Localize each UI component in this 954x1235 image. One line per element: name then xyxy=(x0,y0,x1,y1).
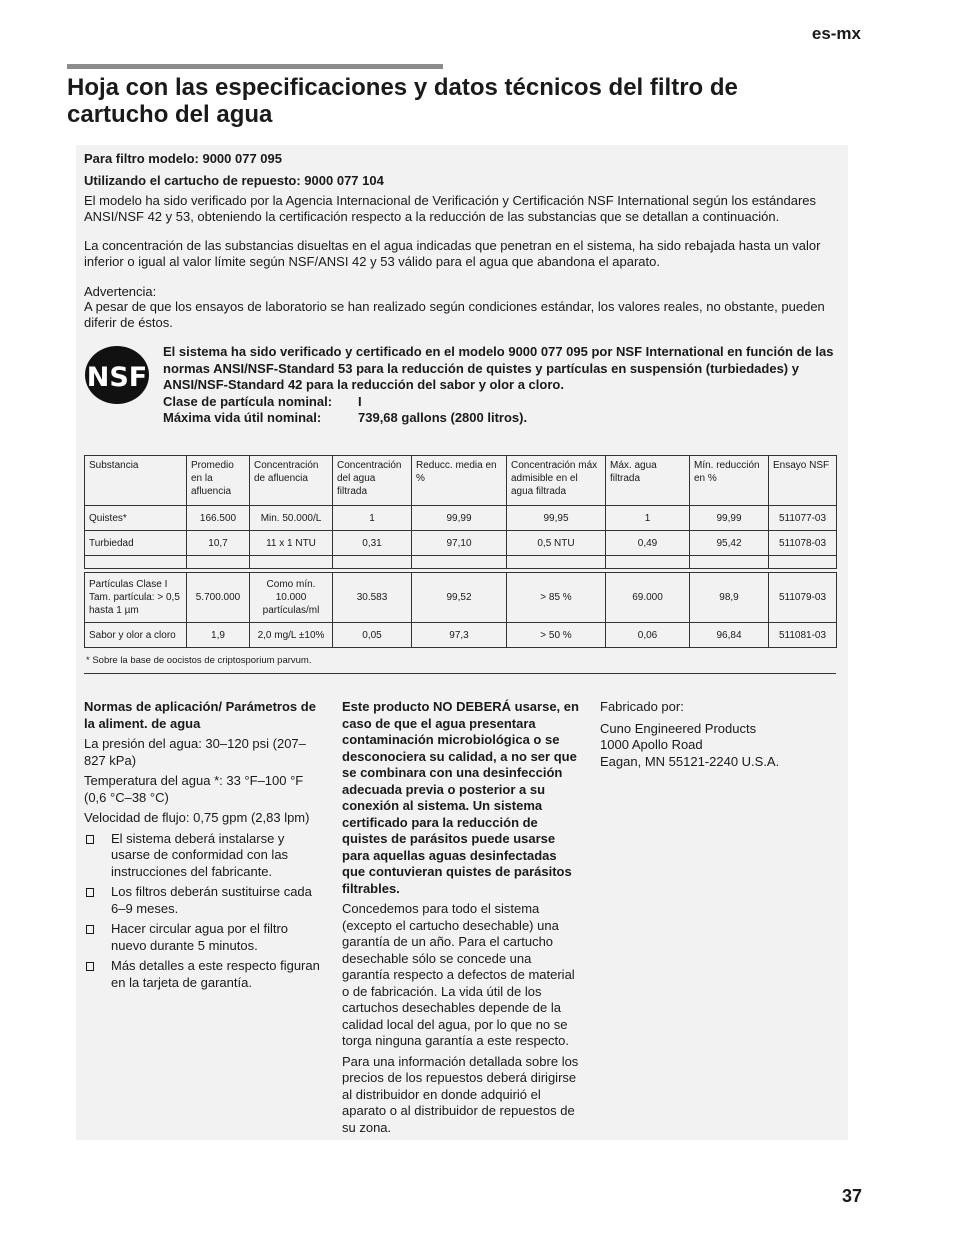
table-cell: 1,9 xyxy=(187,623,250,648)
warning-label: Advertencia: xyxy=(84,284,157,299)
table-cell: Partículas Clase I Tam. partícula: > 0,5 hasta 1 µm xyxy=(85,573,187,623)
cartridge-line: Utilizando el cartucho de repuesto: 9000 077 104 xyxy=(84,173,384,188)
table-cell: 99,99 xyxy=(412,506,507,531)
table-header: Promedio en la afluencia xyxy=(187,456,250,506)
table-cell: 511079-03 xyxy=(769,573,837,623)
paragraph-certification: El modelo ha sido verificado por la Agencia Internacional de Verificación y Certificación NSF International según los estándares ANSI/NSF 42 y 53, obteniendo la certificación respecto a la reducción de las substancias que se detallan a continuación. xyxy=(84,193,817,224)
table-row xyxy=(85,531,837,556)
table-cell: 98,9 xyxy=(690,573,769,623)
table-cell: 0,05 xyxy=(333,623,412,648)
table-footnote: * Sobre la base de oocistos de criptosporium parvum. xyxy=(86,655,312,666)
table-cell: Turbiedad xyxy=(85,531,187,556)
spare-parts-text: Para una información detallada sobre los precios de los repuestos deberá dirigirse al distribuidor en donde adquirió el aparato o al distribuidor de repuestos de su zona. xyxy=(342,1053,579,1135)
table-cell: 97,3 xyxy=(412,623,507,648)
table-cell: 99,52 xyxy=(412,573,507,623)
manufacturer-label: Fabricado por: xyxy=(600,699,684,714)
table-header: Reducc. media en % xyxy=(412,456,507,506)
table-header: Substancia xyxy=(85,456,187,506)
water-temperature: Temperatura del agua *: 33 °F–100 °F (0,6 °C–38 °C) xyxy=(84,773,304,805)
table-cell: > 50 % xyxy=(507,623,606,648)
language-tag: es-mx xyxy=(811,24,861,43)
nsf-logo xyxy=(85,346,149,404)
nsf-certification-block xyxy=(163,344,838,427)
table-cell: 1 xyxy=(606,506,690,531)
table-header: Concentración máx admisible en el agua filtrada xyxy=(507,456,606,506)
checkbox-square-icon xyxy=(86,888,94,897)
page-number: 37 xyxy=(841,1186,862,1206)
column-application-norms xyxy=(84,699,324,995)
list-item: El sistema deberá instalarse y usarse de conformidad con las instrucciones del fabricante. xyxy=(84,831,324,881)
table-cell: 30.583 xyxy=(333,573,412,623)
title-rule xyxy=(67,64,443,69)
table-cell: 0,06 xyxy=(606,623,690,648)
nsf-statement: El sistema ha sido verificado y certificado en el modelo 9000 077 095 por NSF International en función de las normas ANSI/NSF-Standard 53 para la reducción de quistes y partículas en suspensión (turbiedades) y ANSI/NSF-Standard 42 para la reducción del sabor y olor a cloro. xyxy=(163,344,834,392)
table-cell: 11 x 1 NTU xyxy=(250,531,333,556)
table-cell: 95,42 xyxy=(690,531,769,556)
table-cell: 99,99 xyxy=(690,506,769,531)
checkbox-square-icon xyxy=(86,962,94,971)
list-item: Hacer circular agua por el filtro nuevo durante 5 minutos. xyxy=(84,921,324,954)
manufacturer-city: Eagan, MN 55121-2240 U.S.A. xyxy=(600,753,780,769)
manufacturer-street: 1000 Apollo Road xyxy=(600,737,703,752)
warning-text: A pesar de que los ensayos de laboratorio se han realizado según condiciones estándar, los valores reales, no obstante, pueden diferir de éstos. xyxy=(84,299,825,330)
table-spacer-row xyxy=(85,556,837,569)
column-manufacturer xyxy=(600,699,836,770)
table-row xyxy=(85,573,837,623)
nsf-logo-text: NSF xyxy=(86,362,148,393)
table-cell: 10,7 xyxy=(187,531,250,556)
table-cell: 1 xyxy=(333,506,412,531)
section-divider xyxy=(84,673,836,674)
table-cell: 2,0 mg/L ±10% xyxy=(250,623,333,648)
flow-rate: Velocidad de flujo: 0,75 gpm (2,83 lpm) xyxy=(84,810,310,825)
paragraph-concentration: La concentración de las substancias disueltas en el agua indicadas que penetran en el sistema, ha sido rebajada hasta un valor inferior o igual al valor límite según NSF/ANSI 42 y 53 válido para el agua que abandona el aparato. xyxy=(84,238,821,269)
table-cell: Como mín. 10.000 partículas/ml xyxy=(250,573,333,623)
table-header: Concentración de afluencia xyxy=(250,456,333,506)
table-cell: 69.000 xyxy=(606,573,690,623)
table-cell: 511081-03 xyxy=(769,623,837,648)
table-cell: 99,95 xyxy=(507,506,606,531)
particle-class-value: I xyxy=(358,393,362,409)
table-header: Mín. reducción en % xyxy=(690,456,769,506)
table-cell: > 85 % xyxy=(507,573,606,623)
spec-table-1 xyxy=(84,455,837,569)
column-warranty xyxy=(342,699,580,1140)
warranty-text: Concedemos para todo el sistema (excepto el cartucho desechable) una garantía de un año. Para el cartucho desechable sólo se concede una garantía respecto a defectos de material o de fabricación. La vida útil de los cartuchos desechables depende de la calidad local del agua, por lo que no se torga ninguna garantía a este respecto. xyxy=(342,901,575,1048)
table-cell: 0,5 NTU xyxy=(507,531,606,556)
instructions-list xyxy=(84,831,324,992)
table-cell: 0,49 xyxy=(606,531,690,556)
table-cell: 5.700.000 xyxy=(187,573,250,623)
table-header: Máx. agua filtrada xyxy=(606,456,690,506)
water-pressure: La presión del agua: 30–120 psi (207–827 kPa) xyxy=(84,736,306,768)
table-cell: 96,84 xyxy=(690,623,769,648)
table-cell: Min. 50.000/L xyxy=(250,506,333,531)
table-row xyxy=(85,623,837,648)
model-line: Para filtro modelo: 9000 077 095 xyxy=(84,151,282,166)
table-cell: Quistes* xyxy=(85,506,187,531)
table-cell: 511077-03 xyxy=(769,506,837,531)
list-item: Más detalles a este respecto figuran en la tarjeta de garantía. xyxy=(84,958,324,991)
checkbox-square-icon xyxy=(86,835,94,844)
table-row xyxy=(85,506,837,531)
manufacturer-company: Cuno Engineered Products xyxy=(600,720,757,736)
list-item: Los filtros deberán sustituirse cada 6–9 meses. xyxy=(84,884,324,917)
checkbox-square-icon xyxy=(86,925,94,934)
table-header: Ensayo NSF xyxy=(769,456,837,506)
table-cell: Sabor y olor a cloro xyxy=(85,623,187,648)
table-header: Concentración del agua filtrada xyxy=(333,456,412,506)
table-cell: 166.500 xyxy=(187,506,250,531)
life-label: Máxima vida útil nominal: xyxy=(163,410,322,425)
norms-heading: Normas de aplicación/ Parámetros de la aliment. de agua xyxy=(84,699,316,731)
page-title: Hoja con las especificaciones y datos técnicos del filtro de cartucho del agua xyxy=(67,74,738,128)
life-value: 739,68 gallons (2800 litros). xyxy=(358,410,528,425)
table-cell: 0,31 xyxy=(333,531,412,556)
usage-warning: Este producto NO DEBERÁ usarse, en caso de que el agua presentara contaminación microbiológica o se desconociera su calidad, a no ser que se combinara con una desinfección adecuada previa o posterior a su conexión al sistema. Un sistema certificado para la reducción de quistes de parásitos puede usarse para aquellas aguas desinfectadas que contuvieran quistes de parásitos filtrables. xyxy=(342,699,579,896)
particle-class-label: Clase de partícula nominal: xyxy=(163,393,333,409)
spec-table-2 xyxy=(84,572,837,648)
table-header-row xyxy=(85,456,837,506)
table-cell: 97,10 xyxy=(412,531,507,556)
table-cell: 511078-03 xyxy=(769,531,837,556)
